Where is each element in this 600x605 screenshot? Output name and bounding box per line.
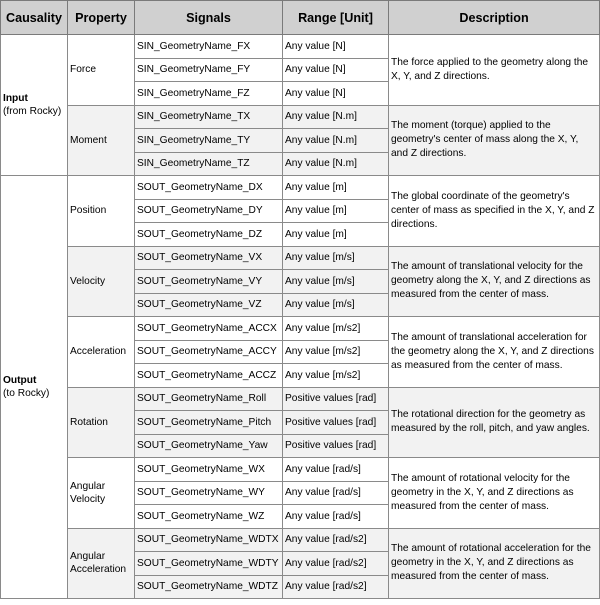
table-row [1, 458, 600, 482]
range-cell: Any value [N.m] [283, 105, 389, 129]
description-cell: The moment (torque) applied to the geometry's center of mass along the X, Y, and Z directions. [389, 105, 600, 176]
table-row [1, 317, 600, 341]
property-cell: Angular Velocity [68, 458, 135, 529]
range-cell: Any value [N] [283, 82, 389, 106]
range-cell: Any value [m] [283, 199, 389, 223]
range-cell: Positive values [rad] [283, 434, 389, 458]
signal-cell: SOUT_GeometryName_WY [135, 481, 283, 505]
signal-cell: SOUT_GeometryName_WDTX [135, 528, 283, 552]
signal-cell: SOUT_GeometryName_ACCY [135, 340, 283, 364]
table-row [1, 387, 600, 411]
signal-cell: SOUT_GeometryName_WDTY [135, 552, 283, 576]
range-cell: Any value [m/s2] [283, 364, 389, 388]
signal-cell: SOUT_GeometryName_ACCX [135, 317, 283, 341]
signal-cell: SOUT_GeometryName_WZ [135, 505, 283, 529]
signal-cell: SOUT_GeometryName_DY [135, 199, 283, 223]
signal-cell: SIN_GeometryName_TY [135, 129, 283, 153]
table-row [1, 528, 600, 552]
description-cell: The global coordinate of the geometry's center of mass as specified in the X, Y, and Z directions. [389, 176, 600, 247]
range-cell: Any value [N.m] [283, 152, 389, 176]
signal-cell: SIN_GeometryName_FZ [135, 82, 283, 106]
header-signals: Signals [135, 1, 283, 35]
signal-cell: SOUT_GeometryName_WX [135, 458, 283, 482]
range-cell: Any value [m/s] [283, 270, 389, 294]
causality-input-cell [1, 35, 68, 176]
range-cell: Any value [rad/s] [283, 458, 389, 482]
header-property: Property [68, 1, 135, 35]
property-cell: Rotation [68, 387, 135, 458]
causality-output-cell [1, 176, 68, 599]
causality-output-sub: (to Rocky) [3, 387, 65, 400]
range-cell: Positive values [rad] [283, 387, 389, 411]
description-cell: The amount of translational acceleration for the geometry along the X, Y, and Z directions as measured from the center of mass. [389, 317, 600, 388]
signal-cell: SIN_GeometryName_FX [135, 35, 283, 59]
property-cell: Moment [68, 105, 135, 176]
table-row [1, 246, 600, 270]
range-cell: Any value [m/s] [283, 246, 389, 270]
property-cell: Force [68, 35, 135, 106]
signal-cell: SIN_GeometryName_TX [135, 105, 283, 129]
range-cell: Any value [m] [283, 223, 389, 247]
property-cell: Angular Acceleration [68, 528, 135, 599]
causality-input-label: Input [3, 92, 65, 105]
table-row [1, 35, 600, 59]
signal-cell: SOUT_GeometryName_DX [135, 176, 283, 200]
range-cell: Any value [rad/s2] [283, 575, 389, 599]
range-cell: Any value [m/s] [283, 293, 389, 317]
causality-output-label: Output [3, 374, 65, 387]
property-cell: Acceleration [68, 317, 135, 388]
causality-input-sub: (from Rocky) [3, 105, 65, 118]
range-cell: Any value [rad/s] [283, 505, 389, 529]
header-row [1, 1, 600, 35]
range-cell: Any value [m/s2] [283, 317, 389, 341]
signal-cell: SOUT_GeometryName_WDTZ [135, 575, 283, 599]
description-cell: The rotational direction for the geometry as measured by the roll, pitch, and yaw angles. [389, 387, 600, 458]
signal-cell: SOUT_GeometryName_ACCZ [135, 364, 283, 388]
signal-cell: SOUT_GeometryName_VX [135, 246, 283, 270]
range-cell: Any value [N.m] [283, 129, 389, 153]
signal-cell: SOUT_GeometryName_VY [135, 270, 283, 294]
signal-cell: SIN_GeometryName_FY [135, 58, 283, 82]
range-cell: Any value [rad/s] [283, 481, 389, 505]
signal-cell: SOUT_GeometryName_DZ [135, 223, 283, 247]
signal-cell: SOUT_GeometryName_Roll [135, 387, 283, 411]
header-description: Description [389, 1, 600, 35]
signal-cell: SOUT_GeometryName_Pitch [135, 411, 283, 435]
range-cell: Positive values [rad] [283, 411, 389, 435]
signal-cell: SOUT_GeometryName_VZ [135, 293, 283, 317]
signal-cell: SOUT_GeometryName_Yaw [135, 434, 283, 458]
description-cell: The amount of rotational velocity for the geometry in the X, Y, and Z directions as measured from the center of mass. [389, 458, 600, 529]
range-cell: Any value [rad/s2] [283, 528, 389, 552]
property-cell: Velocity [68, 246, 135, 317]
range-cell: Any value [m] [283, 176, 389, 200]
header-causality: Causality [1, 1, 68, 35]
range-cell: Any value [N] [283, 35, 389, 59]
description-cell: The amount of translational velocity for the geometry along the X, Y, and Z directions as measured from the center of mass. [389, 246, 600, 317]
table-row [1, 176, 600, 200]
table-row [1, 105, 600, 129]
description-cell: The amount of rotational acceleration for the geometry in the X, Y, and Z directions as measured from the center of mass. [389, 528, 600, 599]
range-cell: Any value [rad/s2] [283, 552, 389, 576]
range-cell: Any value [m/s2] [283, 340, 389, 364]
signal-cell: SIN_GeometryName_TZ [135, 152, 283, 176]
description-cell: The force applied to the geometry along the X, Y, and Z directions. [389, 35, 600, 106]
header-range: Range [Unit] [283, 1, 389, 35]
property-cell: Position [68, 176, 135, 247]
range-cell: Any value [N] [283, 58, 389, 82]
